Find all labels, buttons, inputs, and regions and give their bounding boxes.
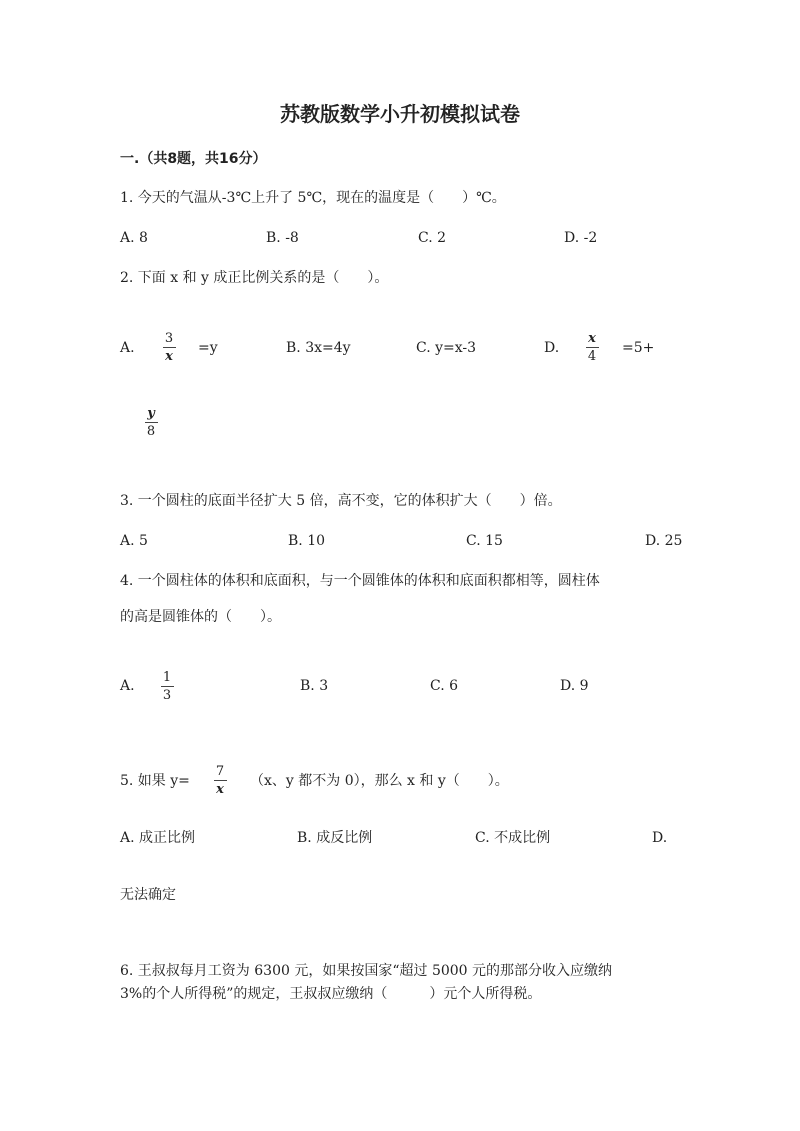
section-heading: 一.（共8题，共16分） <box>120 151 267 167</box>
fraction-bar <box>586 347 599 348</box>
q4-option-b: B. 3 <box>300 678 329 694</box>
q4-option-a-fraction <box>158 670 176 703</box>
question-3-stem: 3. 一个圆柱的底面半径扩大 5 倍，高不变，它的体积扩大（ ）倍。 <box>120 493 562 509</box>
q2-option-c: C. y=x-3 <box>416 340 477 356</box>
fraction-numerator: 1 <box>162 670 172 685</box>
q5-option-d-label: D. <box>652 830 668 846</box>
q2-option-b: B. 3x=4y <box>286 340 351 356</box>
q1-option-d: D. -2 <box>564 230 598 246</box>
q2-option-d-tail: =5+ <box>622 340 655 356</box>
q1-option-a: A. 8 <box>120 230 148 246</box>
q2-option-a-tail: =y <box>198 340 218 356</box>
q1-option-c: C. 2 <box>418 230 447 246</box>
q3-option-c: C. 15 <box>466 533 503 549</box>
fraction-bar <box>161 686 174 687</box>
fraction-numerator: y <box>147 406 155 421</box>
question-6-stem-line-2: 3%的个人所得税”的规定，王叔叔应缴纳（ ）元个人所得税。 <box>120 986 542 1002</box>
q5-option-b: B. 成反比例 <box>297 830 373 846</box>
q4-option-d: D. 9 <box>560 678 589 694</box>
question-1-stem: 1. 今天的气温从-3℃上升了 5℃，现在的温度是（ ）℃。 <box>120 190 506 206</box>
fraction-denominator: 8 <box>146 424 156 439</box>
q3-option-a: A. 5 <box>120 533 148 549</box>
question-4-stem-line-1: 4. 一个圆柱体的体积和底面积，与一个圆锥体的体积和底面积都相等，圆柱体 <box>120 573 600 589</box>
q2-option-d-fraction <box>583 331 601 364</box>
fraction-numerator: 3 <box>164 331 174 346</box>
fraction-denominator: 4 <box>587 349 597 364</box>
question-6-stem-line-1: 6. 王叔叔每月工资为 6300 元，如果按国家“超过 5000 元的那部分收入应缴纳 <box>120 963 613 979</box>
q5-option-a: A. 成正比例 <box>120 830 196 846</box>
question-2-stem: 2. 下面 x 和 y 成正比例关系的是（ ）。 <box>120 270 389 286</box>
q3-option-b: B. 10 <box>288 533 326 549</box>
q1-option-b: B. -8 <box>266 230 299 246</box>
q2-option-a-label: A. <box>120 340 135 356</box>
fraction-numerator: x <box>588 331 596 346</box>
fraction-bar <box>145 422 158 423</box>
q5-option-d-text: 无法确定 <box>120 887 176 903</box>
page-title: 苏教版数学小升初模拟试卷 <box>280 102 520 126</box>
question-4-stem-line-2: 的高是圆锥体的（ ）。 <box>120 609 281 625</box>
q4-option-a-label: A. <box>120 678 135 694</box>
fraction-bar <box>163 347 176 348</box>
q5-option-c: C. 不成比例 <box>475 830 551 846</box>
fraction-denominator: x <box>165 349 173 364</box>
q3-option-d: D. 25 <box>645 533 683 549</box>
fraction-numerator: 7 <box>215 764 225 779</box>
q2-option-d-label: D. <box>544 340 560 356</box>
q4-option-c: C. 6 <box>430 678 459 694</box>
fraction-denominator: 3 <box>162 688 172 703</box>
fraction-bar <box>214 780 227 781</box>
q2-option-d-fraction-2 <box>142 406 160 439</box>
q5-fraction <box>211 764 229 797</box>
question-5-stem-tail: （x、y 都不为 0），那么 x 和 y（ ）。 <box>250 773 509 789</box>
fraction-denominator: x <box>216 782 224 797</box>
question-5-stem-head: 5. 如果 y= <box>120 773 190 789</box>
q2-option-a-fraction <box>160 331 178 364</box>
